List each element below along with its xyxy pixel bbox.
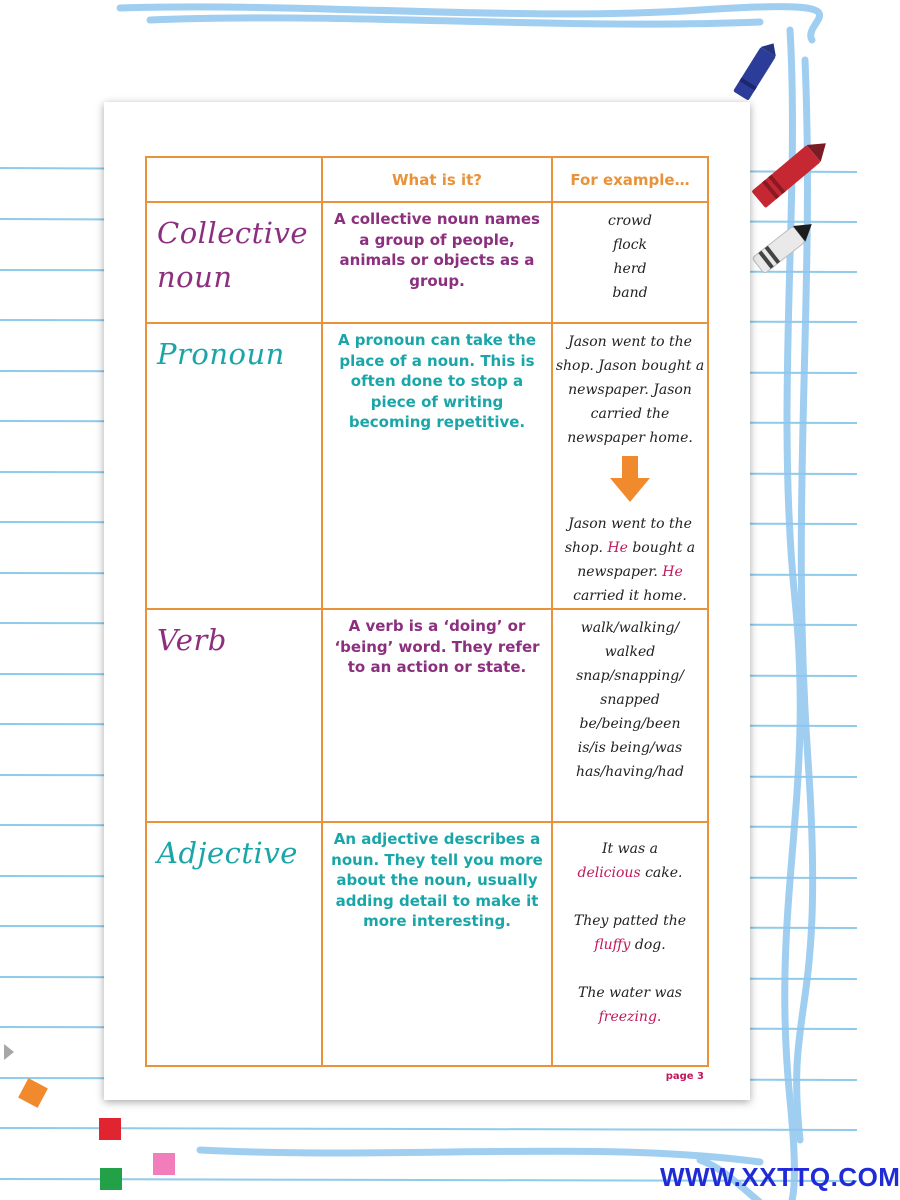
grammar-table xyxy=(145,156,709,1067)
red-sticker xyxy=(99,1118,121,1140)
example-line xyxy=(555,933,705,957)
example-text: carried it home. xyxy=(573,588,687,604)
definition-cell xyxy=(322,609,552,822)
example-line: The water was xyxy=(578,985,682,1001)
term-line: Collective xyxy=(157,216,309,250)
example-word: crowd xyxy=(608,213,652,229)
term-cell xyxy=(146,822,322,1066)
table-row xyxy=(146,822,708,1066)
term-adjective: Adjective xyxy=(157,836,298,870)
definition-text: An adjective describes a noun. They tell you more about the noun, usually adding detail to make it more interesting. xyxy=(331,830,543,930)
adjective-highlight: fluffy xyxy=(594,937,631,953)
table-row xyxy=(146,202,708,323)
definition-text: A pronoun can take the place of a noun. This is often done to stop a piece of writing becoming repetitive. xyxy=(337,331,537,431)
term-line: noun xyxy=(157,260,233,294)
pronoun-highlight: He xyxy=(662,564,683,580)
example-cell xyxy=(552,609,708,822)
table-header-row xyxy=(146,157,708,202)
definition-cell xyxy=(322,202,552,323)
example-word: has/having/had xyxy=(575,764,685,780)
pronoun-example xyxy=(553,324,707,608)
example-word: walk/walking/ xyxy=(580,620,680,636)
example-text: dog. xyxy=(634,937,666,953)
example-word: band xyxy=(612,285,648,301)
example-cell xyxy=(552,822,708,1066)
term-collective-noun xyxy=(147,203,321,299)
term-cell xyxy=(146,202,322,323)
adjective-highlight: delicious xyxy=(577,865,641,881)
pronoun-highlight: He xyxy=(607,540,628,556)
definition-text: A collective noun names a group of people, animals or objects as a group. xyxy=(334,210,540,290)
example-word: herd xyxy=(613,261,647,277)
header-blank xyxy=(146,157,322,202)
example-text: cake. xyxy=(645,865,683,881)
example-line: It was a xyxy=(602,841,658,857)
example-list xyxy=(553,610,707,784)
header-for-example: For example… xyxy=(552,157,708,202)
example-line xyxy=(555,1005,705,1029)
definition-text: A verb is a ‘doing’ or ‘being’ word. They refer to an action or state. xyxy=(334,617,540,676)
term-cell xyxy=(146,609,322,822)
blue-crayon xyxy=(720,38,790,108)
example-cell xyxy=(552,323,708,609)
table-row xyxy=(146,323,708,609)
example-word: walked xyxy=(604,644,656,660)
example-word: is/is being/was xyxy=(577,740,683,756)
table-row xyxy=(146,609,708,822)
example-text: bought a newspaper. xyxy=(577,540,696,580)
example-line xyxy=(555,861,705,885)
example-text: Jason went to the shop. xyxy=(564,516,692,556)
example-word: snapped xyxy=(600,692,660,708)
watermark-text: WWW.XXTTQ.COM xyxy=(660,1162,900,1192)
term-cell xyxy=(146,323,322,609)
pink-sticker xyxy=(153,1153,175,1175)
adjective-highlight: freezing xyxy=(598,1009,657,1025)
example-line: They patted the xyxy=(573,913,687,929)
example-text: . xyxy=(656,1009,662,1025)
example-list xyxy=(553,203,707,305)
worksheet-page xyxy=(104,102,750,1100)
example-after xyxy=(555,512,705,608)
green-sticker xyxy=(100,1168,122,1190)
term-verb: Verb xyxy=(157,623,227,657)
black-marker xyxy=(745,205,825,285)
page-number: page 3 xyxy=(665,1071,704,1082)
example-word: snap/snapping/ xyxy=(576,668,684,684)
example-word: be/being/been xyxy=(579,716,681,732)
header-what-is-it: What is it? xyxy=(322,157,552,202)
adjective-examples xyxy=(553,823,707,1029)
example-word: flock xyxy=(612,237,648,253)
definition-cell xyxy=(322,323,552,609)
example-cell xyxy=(552,202,708,323)
term-pronoun: Pronoun xyxy=(157,337,285,371)
definition-cell xyxy=(322,822,552,1066)
example-before: Jason went to the shop. Jason bought a newspaper. Jason carried the newspaper home. xyxy=(555,334,705,446)
down-arrow-icon xyxy=(555,456,705,502)
